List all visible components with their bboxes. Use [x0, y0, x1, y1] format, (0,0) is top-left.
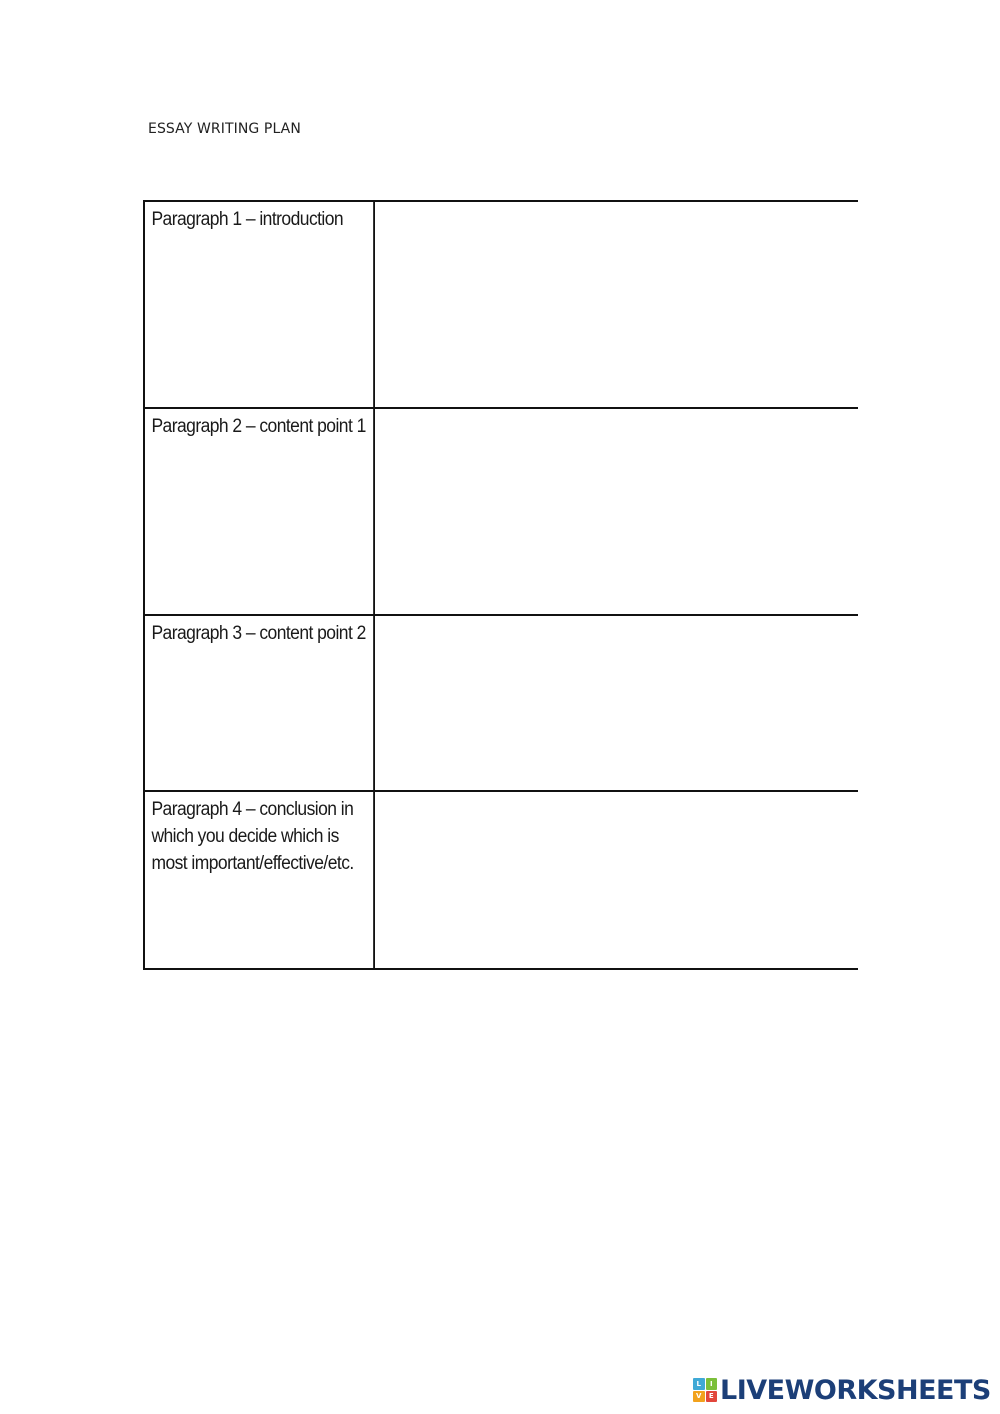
- table-row: [145, 409, 858, 616]
- paragraph-label: Paragraph 1 – introduction: [151, 209, 344, 230]
- paragraph-label: Paragraph 3 – content point 2: [151, 623, 366, 644]
- page-title: ESSAY WRITING PLAN: [148, 121, 301, 137]
- paragraph-notes-cell[interactable]: [395, 616, 858, 790]
- liveworksheets-wordmark: LIVEWORKSHEETS: [720, 1374, 991, 1406]
- table-row: [145, 616, 858, 792]
- liveworksheets-brand: [693, 1374, 991, 1406]
- paragraph-label-cell: [145, 616, 375, 790]
- paragraph-label-cell: [145, 202, 375, 407]
- paragraph-label: Paragraph 2 – content point 1: [151, 416, 366, 437]
- logo-letter: I: [706, 1378, 718, 1390]
- logo-letter: L: [693, 1378, 705, 1390]
- paragraph-notes-cell[interactable]: [395, 792, 858, 968]
- paragraph-notes-cell[interactable]: [395, 202, 858, 407]
- logo-letter: E: [706, 1391, 718, 1403]
- essay-plan-table: [143, 200, 858, 970]
- paragraph-label-cell: [145, 409, 375, 614]
- liveworksheets-logo-icon: [693, 1378, 717, 1402]
- paragraph-label: Paragraph 4 – conclusion in which you decide which is most important/effective/etc.: [151, 799, 354, 874]
- table-row: [145, 202, 858, 409]
- paragraph-label-cell: [145, 792, 375, 968]
- logo-letter: V: [693, 1391, 705, 1403]
- paragraph-notes-cell[interactable]: [395, 409, 858, 614]
- table-row: [145, 792, 858, 970]
